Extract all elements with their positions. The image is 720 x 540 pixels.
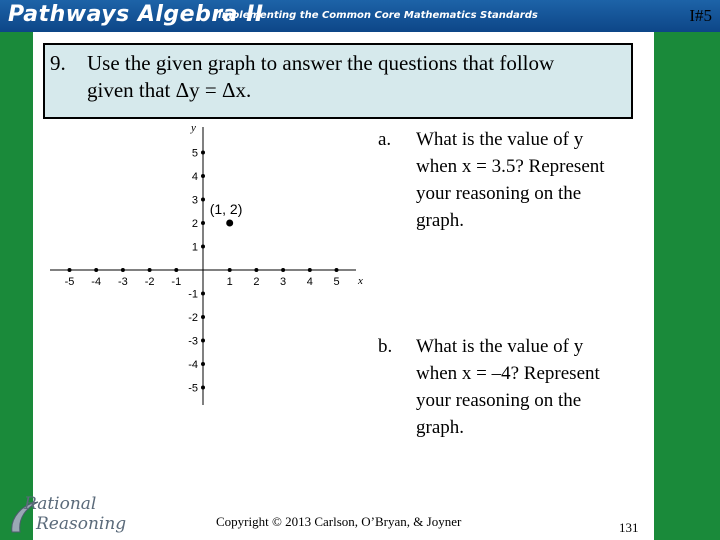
- x-tick-label: -5: [64, 276, 75, 288]
- question-line-2: given that Δy = Δx.: [87, 78, 252, 102]
- plotted-point: [226, 220, 233, 227]
- part-b-line-4: graph.: [416, 417, 465, 438]
- y-tick-label: 5: [191, 147, 198, 160]
- x-tick-mark: [121, 268, 125, 272]
- y-axis-label: y: [191, 122, 196, 134]
- part-a-line-4: graph.: [416, 210, 465, 231]
- part-b-label: b.: [378, 336, 393, 357]
- y-tick-mark: [201, 315, 205, 319]
- x-tick-mark: [94, 268, 98, 272]
- y-tick-mark: [201, 198, 205, 202]
- x-tick-mark: [68, 268, 72, 272]
- x-tick-label: 1: [226, 276, 233, 288]
- copyright-text: Copyright © 2013 Carlson, O’Bryan, & Joyner: [216, 514, 462, 529]
- y-tick-label: -4: [188, 359, 198, 371]
- x-tick-group: [65, 268, 340, 288]
- y-tick-label: 3: [191, 194, 198, 207]
- x-tick-mark: [228, 268, 232, 272]
- part-a: [378, 126, 638, 238]
- x-tick-mark: [148, 268, 152, 272]
- y-tick-label: -5: [188, 382, 198, 395]
- question-line-1: Use the given graph to answer the questions that follow: [87, 51, 555, 75]
- y-tick-label: -3: [188, 335, 198, 348]
- x-tick-label: 4: [306, 276, 313, 288]
- x-axis-label: x: [358, 275, 363, 287]
- part-a-line-2: when x = 3.5? Represent: [416, 156, 605, 177]
- x-tick-mark: [174, 268, 178, 272]
- x-tick-label: 2: [253, 276, 260, 288]
- y-tick-mark: [201, 339, 205, 343]
- part-b-line-2: when x = –4? Represent: [416, 363, 600, 384]
- y-tick-mark: [201, 174, 205, 178]
- y-tick-group: [188, 148, 205, 395]
- part-b-line-3: your reasoning on the: [416, 390, 582, 411]
- rational-reasoning-logo: [8, 492, 138, 538]
- y-tick-label: 1: [191, 241, 198, 254]
- part-a-line-3: your reasoning on the: [416, 183, 582, 204]
- y-tick-mark: [201, 292, 205, 296]
- y-tick-mark: [201, 245, 205, 249]
- x-tick-label: 5: [333, 276, 340, 288]
- y-tick-mark: [201, 386, 205, 390]
- y-tick-label: 4: [191, 171, 198, 183]
- x-tick-label: -4: [91, 276, 102, 288]
- slide-id: I#5: [689, 6, 712, 25]
- x-tick-mark: [308, 268, 312, 272]
- y-tick-label: -1: [188, 288, 198, 301]
- y-tick-mark: [201, 221, 205, 225]
- part-b: [378, 333, 638, 445]
- x-tick-label: 3: [280, 276, 287, 288]
- y-tick-label: 2: [191, 218, 198, 230]
- x-tick-label: -2: [144, 276, 155, 288]
- point-label: (1, 2): [209, 201, 243, 217]
- y-tick-mark: [201, 151, 205, 155]
- logo-text-rational: Rational: [24, 494, 97, 514]
- part-a-line-1: What is the value of y: [416, 129, 584, 150]
- question-number: 9.: [50, 51, 66, 75]
- part-b-line-1: What is the value of y: [416, 336, 584, 357]
- y-tick-label: -2: [188, 312, 198, 324]
- x-tick-mark: [281, 268, 285, 272]
- logo-text-reasoning: Reasoning: [36, 514, 127, 534]
- brand-tagline: Implementing the Common Core Mathematics Standards: [218, 10, 538, 21]
- brand-title: Pathways Algebra II: [8, 2, 264, 27]
- x-tick-label: -1: [171, 276, 182, 288]
- page-number: 131: [619, 520, 639, 535]
- x-tick-mark: [335, 268, 339, 272]
- x-tick-label: -3: [118, 276, 128, 288]
- x-tick-mark: [254, 268, 258, 272]
- part-a-label: a.: [378, 129, 392, 150]
- y-tick-mark: [201, 362, 205, 366]
